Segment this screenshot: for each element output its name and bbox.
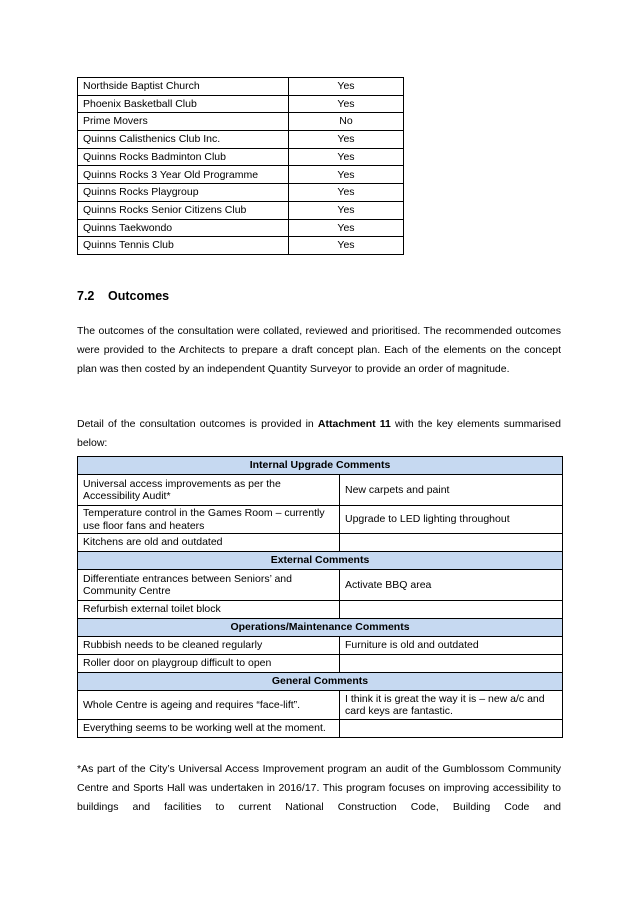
- table-row: [78, 534, 563, 552]
- comment-cell: [340, 720, 563, 738]
- outcomes-summary-table: [77, 456, 563, 738]
- club-response: Yes: [289, 219, 404, 237]
- club-response: Yes: [289, 184, 404, 202]
- attachment-text-after: with the key elements summarised below:: [77, 418, 561, 449]
- club-name: Quinns Tennis Club: [78, 237, 289, 255]
- table-section-heading: [78, 673, 563, 691]
- internal-upgrade-heading: Internal Upgrade Comments: [78, 457, 563, 475]
- table-row: [78, 148, 404, 166]
- section-heading: [77, 289, 169, 303]
- table-row: [78, 601, 563, 619]
- general-comments-heading: General Comments: [78, 673, 563, 691]
- table-row: [78, 655, 563, 673]
- club-response: Yes: [289, 148, 404, 166]
- club-response: Yes: [289, 95, 404, 113]
- club-response: Yes: [289, 166, 404, 184]
- comment-cell: Activate BBQ area: [340, 570, 563, 601]
- table-row: [78, 95, 404, 113]
- table-section-heading: [78, 457, 563, 475]
- table-row: [78, 166, 404, 184]
- table-row: [78, 637, 563, 655]
- comment-cell: Kitchens are old and outdated: [78, 534, 340, 552]
- comment-cell: Temperature control in the Games Room – currently use floor fans and heaters: [78, 506, 340, 534]
- club-name: Quinns Calisthenics Club Inc.: [78, 131, 289, 149]
- accessibility-footnote-paragraph: *As part of the City’s Universal Access Improvement program an audit of the Gumblossom Community Centre and Sports Hall was undertaken in 2016/17. This program focuses on improving accessibility to buildings and facilities to current National Construction Code, Building Code and: [77, 763, 561, 813]
- table-section-heading: [78, 552, 563, 570]
- club-response: Yes: [289, 78, 404, 96]
- outcomes-paragraph: The outcomes of the consultation were collated, reviewed and prioritised. The recommended outcomes were provided to the Architects to prepare a draft concept plan. Each of the elements on the concept plan was then costed by an independent Quantity Surveyor to provide an order of magnitude.: [77, 325, 561, 375]
- attachment-text-before: Detail of the consultation outcomes is provided in: [77, 418, 318, 430]
- table-row: [78, 201, 404, 219]
- table-section-heading: [78, 619, 563, 637]
- comment-cell: I think it is great the way it is – new a/c and card keys are fantastic.: [340, 691, 563, 720]
- comment-cell: [340, 534, 563, 552]
- comment-cell: Roller door on playgroup difficult to open: [78, 655, 340, 673]
- comment-cell: Whole Centre is ageing and requires “face-lift”.: [78, 691, 340, 720]
- comment-cell: [340, 601, 563, 619]
- club-name: Prime Movers: [78, 113, 289, 131]
- club-response: Yes: [289, 201, 404, 219]
- club-name: Quinns Rocks 3 Year Old Programme: [78, 166, 289, 184]
- comment-cell: New carpets and paint: [340, 475, 563, 506]
- comment-cell: Differentiate entrances between Seniors’ and Community Centre: [78, 570, 340, 601]
- club-response: Yes: [289, 237, 404, 255]
- club-consultation-table: [77, 77, 404, 255]
- attachment-reference: Attachment 11: [317, 418, 391, 430]
- comment-cell: [340, 655, 563, 673]
- table-row: [78, 237, 404, 255]
- club-name: Quinns Taekwondo: [78, 219, 289, 237]
- club-name: Quinns Rocks Badminton Club: [78, 148, 289, 166]
- table-row: [78, 78, 404, 96]
- table-row: [78, 720, 563, 738]
- table-row: [78, 475, 563, 506]
- table-row: [78, 570, 563, 601]
- club-response: Yes: [289, 131, 404, 149]
- table-row: [78, 691, 563, 720]
- table-row: [78, 131, 404, 149]
- table-row: [78, 113, 404, 131]
- club-name: Northside Baptist Church: [78, 78, 289, 96]
- table-row: [78, 219, 404, 237]
- section-title: Outcomes: [108, 289, 170, 303]
- section-number: 7.2: [77, 289, 95, 303]
- comment-cell: Rubbish needs to be cleaned regularly: [78, 637, 340, 655]
- club-name: Quinns Rocks Senior Citizens Club: [78, 201, 289, 219]
- club-name: Quinns Rocks Playgroup: [78, 184, 289, 202]
- attachment-paragraph: [77, 415, 561, 453]
- comment-cell: Everything seems to be working well at the moment.: [78, 720, 340, 738]
- comment-cell: Furniture is old and outdated: [340, 637, 563, 655]
- comment-cell: Upgrade to LED lighting throughout: [340, 506, 563, 534]
- operations-maintenance-heading: Operations/Maintenance Comments: [78, 619, 563, 637]
- external-comments-heading: External Comments: [78, 552, 563, 570]
- comment-cell: Refurbish external toilet block: [78, 601, 340, 619]
- comment-cell: Universal access improvements as per the Accessibility Audit*: [78, 475, 340, 506]
- club-response: No: [289, 113, 404, 131]
- table-row: [78, 184, 404, 202]
- club-name: Phoenix Basketball Club: [78, 95, 289, 113]
- table-row: [78, 506, 563, 534]
